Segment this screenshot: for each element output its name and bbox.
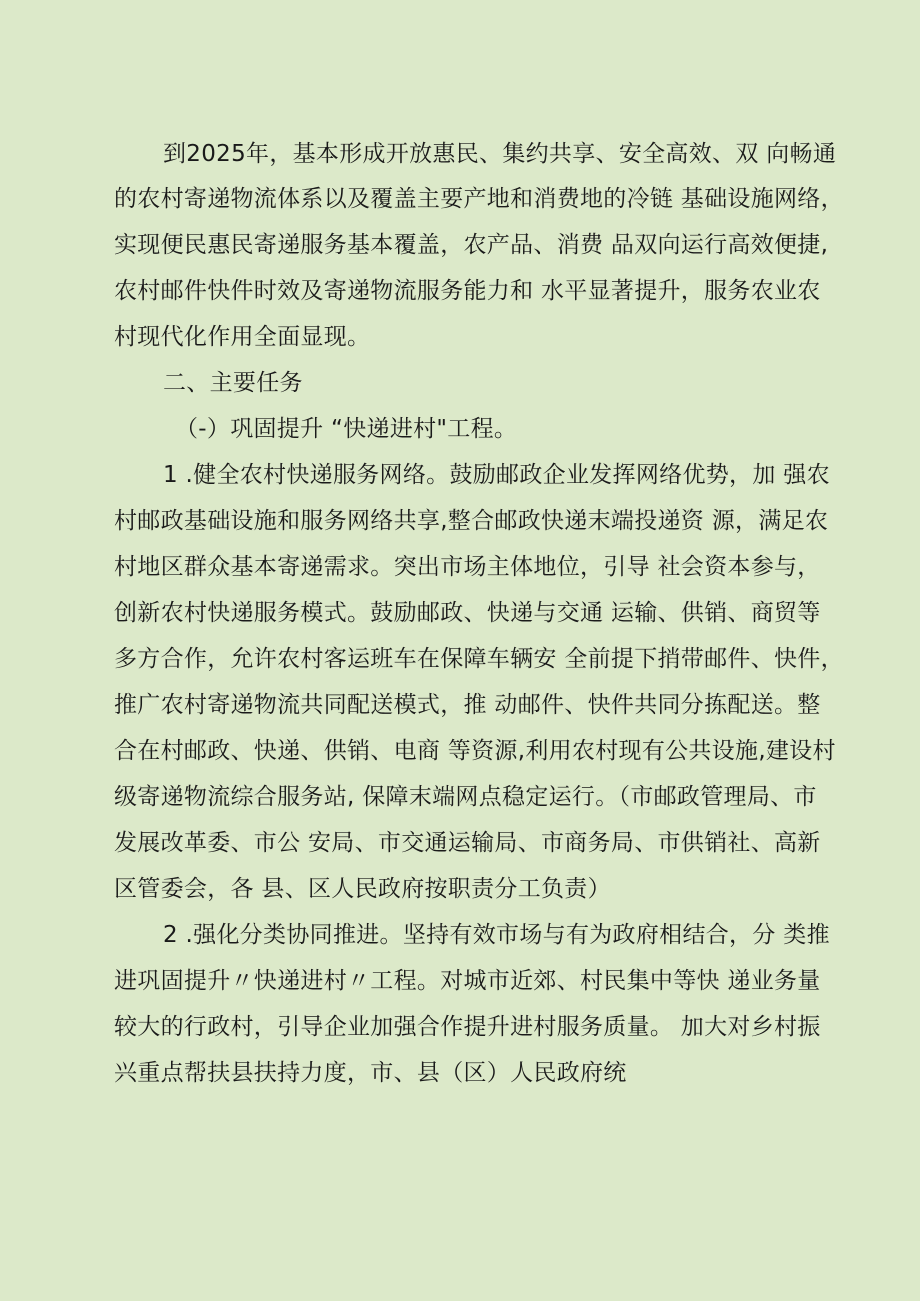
paragraph-line: 多方合作，允许农村客运班车在保障车辆安 全前提下捎带邮件、快件， — [114, 646, 844, 672]
paragraph-line: 合在村邮政、快递、供销、电商 等资源,利用农村现有公共设施,建设村 — [114, 738, 836, 764]
paragraph-line: 实现便民惠民寄递服务基本覆盖，农产品、消费 品双向运行高效便捷, — [114, 232, 829, 258]
paragraph-line: 到2025年，基本形成开放惠民、集约共享、安全高效、双 向畅通 — [163, 141, 837, 167]
paragraph-line: 创新农村快递服务模式。鼓励邮政、快递与交通 运输、供销、商贸等 — [114, 600, 821, 626]
paragraph-line: 的农村寄递物流体系以及覆盖主要产地和消费地的冷链 基础设施网络， — [114, 186, 844, 212]
paragraph-line: 区管委会，各 县、区人民政府按职责分工负责） — [114, 876, 611, 902]
subsection-heading: （-）巩固提升 “快递进村"工程。 — [175, 416, 518, 442]
paragraph-line: 1 .健全农村快递服务网络。鼓励邮政企业发挥网络优势，加 强农 — [163, 462, 830, 488]
paragraph-line: 进巩固提升〃快递进村〃工程。对城市近郊、村民集中等快 递业务量 — [114, 968, 821, 994]
paragraph-line: 较大的行政村，引导企业加强合作提升进村服务质量。 加大对乡村振 — [114, 1014, 821, 1040]
paragraph-line: 级寄递物流综合服务站, 保障末端网点稳定运行。（市邮政管理局、市 — [114, 784, 817, 810]
paragraph-line: 推广农村寄递物流共同配送模式，推 动邮件、快件共同分拣配送。整 — [114, 692, 821, 718]
paragraph-line: 农村邮件快件时效及寄递物流服务能力和 水平显著提升，服务农业农 — [114, 278, 821, 304]
paragraph-line: 村邮政基础设施和服务网络共享,整合邮政快递末端投递资 源，满足农 — [114, 508, 829, 534]
paragraph-line: 兴重点帮扶县扶持力度，市、县（区）人民政府统 — [114, 1060, 627, 1086]
paragraph-line: 2 .强化分类协同推进。坚持有效市场与有为政府相结合，分 类推 — [163, 922, 830, 948]
paragraph-line: 村地区群众基本寄递需求。突出市场主体地位，引导 社会资本参与， — [114, 554, 821, 580]
paragraph-line: 村现代化作用全面显现。 — [114, 324, 371, 350]
paragraph-line: 发展改革委、市公 安局、市交通运输局、市商务局、市供销社、高新 — [114, 830, 821, 856]
section-heading: 二、主要任务 — [163, 370, 303, 396]
